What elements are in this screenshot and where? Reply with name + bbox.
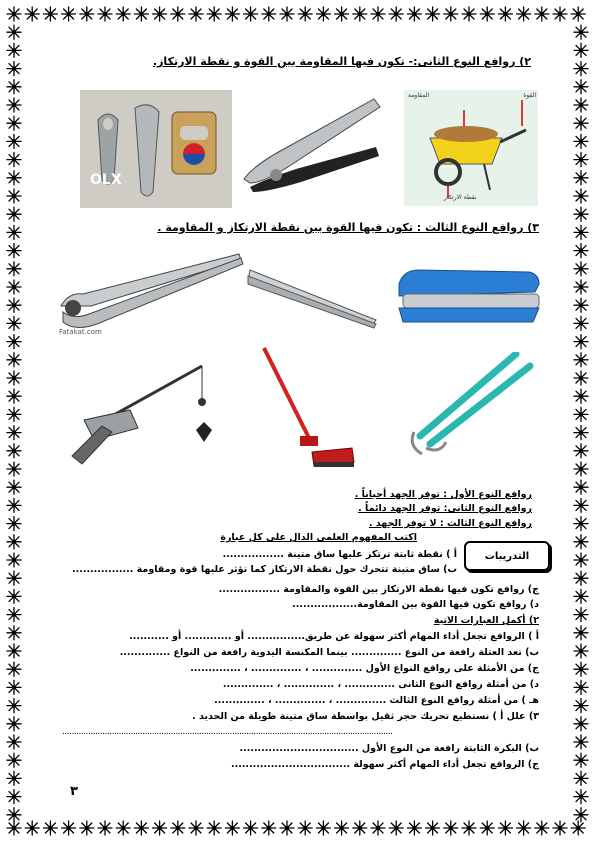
- border-flake: [353, 821, 367, 835]
- diagram-label-resistance: المقاومة: [408, 92, 430, 99]
- summary-type2: روافع النوع الثانى: توفر الجهد دائماً .: [358, 503, 532, 514]
- border-flake: [574, 790, 588, 804]
- border-flake: [574, 753, 588, 767]
- border-flake: [262, 7, 276, 21]
- border-flake: [498, 7, 512, 21]
- border-flake: [62, 821, 76, 835]
- border-flake: [7, 98, 21, 112]
- q2-item-b: ب) تعد العتلة رافعة من النوع .............. بينما المكنسة اليدوية رافعة من النواع ..............: [119, 647, 539, 658]
- border-flake: [225, 821, 239, 835]
- border-flake: [574, 735, 588, 749]
- border-flake: [25, 7, 39, 21]
- border-flake: [7, 407, 21, 421]
- q2-item-d: د) من أمثلة روافع النوع الثانى .............. ، .............. ، ..............: [222, 679, 539, 690]
- border-flake: [7, 153, 21, 167]
- border-flake: [7, 80, 21, 94]
- border-flake: [171, 821, 185, 835]
- wheelbarrow-diagram: [404, 90, 538, 206]
- border-flake: [207, 821, 221, 835]
- broom-photo: [256, 344, 356, 474]
- border-flake: [7, 298, 21, 312]
- border-flake: [574, 517, 588, 531]
- border-flake: [80, 7, 94, 21]
- border-flake: [7, 371, 21, 385]
- border-flake: [444, 7, 458, 21]
- q2-title: ٢) أكمل العبارات الاتية: [433, 615, 539, 626]
- border-flake: [517, 821, 531, 835]
- border-flake: [7, 280, 21, 294]
- border-flake: [574, 426, 588, 440]
- q2-item-e: هـ ) من أمثلة روافع النوع الثالث .............. ، .............. ، ..............: [214, 695, 539, 706]
- border-flake: [462, 821, 476, 835]
- border-flake: [574, 589, 588, 603]
- border-flake: [535, 7, 549, 21]
- border-flake: [134, 821, 148, 835]
- border-flake: [574, 444, 588, 458]
- stapler-photo: [393, 256, 543, 332]
- border-flake: [7, 608, 21, 622]
- border-flake: [7, 244, 21, 258]
- border-flake: [371, 821, 385, 835]
- border-flake: [574, 717, 588, 731]
- answer-line-1: ............................................................................................................................................: [62, 727, 393, 737]
- q3-item-c: ج) الروافع تجعل أداء المهام أكثر سهولة .................................: [231, 759, 539, 770]
- border-flake: [574, 389, 588, 403]
- border-flake: [571, 821, 585, 835]
- border-flake: [98, 7, 112, 21]
- border-flake: [498, 821, 512, 835]
- exercises-badge: [464, 541, 550, 571]
- border-flake: [7, 535, 21, 549]
- border-flake: [7, 116, 21, 130]
- border-flake: [574, 98, 588, 112]
- border-flake: [280, 7, 294, 21]
- q1-item-b: ب) ساق متينة تتحرك حول نقطة الارتكاز كما تؤثر عليها قوة ومقاومة .................: [72, 564, 457, 575]
- border-flake: [7, 189, 21, 203]
- diagram-label-fulcrum: نقطة الارتكاز: [444, 194, 477, 201]
- border-flake: [207, 7, 221, 21]
- border-flake: [574, 280, 588, 294]
- border-flake: [7, 753, 21, 767]
- border-flake: [574, 644, 588, 658]
- border-flake: [371, 7, 385, 21]
- border-flake: [7, 699, 21, 713]
- border-flake: [262, 821, 276, 835]
- border-flake: [25, 821, 39, 835]
- border-flake: [134, 7, 148, 21]
- border-flake: [7, 808, 21, 822]
- border-flake: [426, 821, 440, 835]
- border-flake: [153, 7, 167, 21]
- border-flake: [7, 662, 21, 676]
- border-flake: [574, 608, 588, 622]
- summary-type1: روافع النوع الأول : توفر الجهد أحياناً .: [354, 489, 532, 500]
- q1-item-c: ج) روافع تكون فيها نقطة الارتكاز بين القوة والمقاومة .................: [218, 584, 539, 595]
- border-flake: [316, 7, 330, 21]
- q1-title: اكتب المفهوم العلمى الدال على كل عبارة: [220, 532, 417, 543]
- q3-item-b: ب) البكرة الثابتة رافعة من النوع الأول .................................: [239, 743, 539, 754]
- border-flake: [7, 589, 21, 603]
- border-flake: [574, 680, 588, 694]
- border-flake: [389, 821, 403, 835]
- border-flake: [574, 407, 588, 421]
- border-flake: [7, 426, 21, 440]
- border-flake: [574, 62, 588, 76]
- border-flake: [7, 571, 21, 585]
- section3-heading: ٣) روافع النوع الثالث : تكون فيها القوة بين نقطة الارتكاز و المقاومة .: [157, 221, 539, 234]
- border-flake: [480, 7, 494, 21]
- border-flake: [7, 225, 21, 239]
- border-flake: [7, 262, 21, 276]
- nutcracker-photo: [236, 95, 384, 201]
- border-flake: [316, 821, 330, 835]
- border-flake: [574, 171, 588, 185]
- border-flake: [171, 7, 185, 21]
- border-flake: [7, 735, 21, 749]
- border-flake: [574, 244, 588, 258]
- border-flake: [574, 371, 588, 385]
- border-flake: [7, 553, 21, 567]
- q1-item-a: أ ) نقطة ثابتة ترتكز عليها ساق متينة .................: [222, 549, 457, 560]
- border-flake: [574, 153, 588, 167]
- border-flake: [407, 7, 421, 21]
- fatakat-watermark: Fatakat.com: [59, 328, 102, 336]
- border-flake: [335, 821, 349, 835]
- border-flake: [7, 316, 21, 330]
- border-flake: [7, 389, 21, 403]
- border-flake: [574, 771, 588, 785]
- border-flake: [353, 7, 367, 21]
- border-flake: [335, 7, 349, 21]
- border-flake: [574, 225, 588, 239]
- border-flake: [444, 821, 458, 835]
- border-flake: [98, 821, 112, 835]
- border-flake: [225, 7, 239, 21]
- border-flake: [574, 298, 588, 312]
- border-flake: [298, 821, 312, 835]
- border-flake: [574, 134, 588, 148]
- border-flake: [574, 262, 588, 276]
- border-flake: [574, 316, 588, 330]
- q2-item-c: ج) من الأمثلة على روافع النواع الأول .............. ، .............. ، ..............: [190, 663, 539, 674]
- border-flake: [7, 134, 21, 148]
- border-flake: [7, 25, 21, 39]
- border-flake: [574, 25, 588, 39]
- border-flake: [407, 821, 421, 835]
- border-flake: [480, 821, 494, 835]
- section2-heading: ٢) روافع النوع الثانى:- تكون فيها المقاومة بين القوة و نقطة الارتكاز.: [152, 55, 531, 68]
- border-flake: [574, 808, 588, 822]
- border-flake: [116, 821, 130, 835]
- border-flake: [280, 821, 294, 835]
- border-flake: [574, 571, 588, 585]
- border-flake: [7, 462, 21, 476]
- border-flake: [80, 821, 94, 835]
- border-flake: [189, 7, 203, 21]
- border-flake: [7, 771, 21, 785]
- border-flake: [574, 662, 588, 676]
- border-flake: [244, 7, 258, 21]
- border-flake: [7, 498, 21, 512]
- border-flake: [574, 480, 588, 494]
- kitchen-tongs-photo: [55, 248, 245, 342]
- border-flake: [7, 62, 21, 76]
- border-flake: [553, 821, 567, 835]
- border-flake: [7, 353, 21, 367]
- border-flake: [574, 335, 588, 349]
- border-flake: [7, 7, 21, 21]
- border-flake: [574, 43, 588, 57]
- border-flake: [43, 7, 57, 21]
- border-flake: [7, 790, 21, 804]
- border-flake: [574, 699, 588, 713]
- border-flake: [389, 7, 403, 21]
- border-flake: [553, 7, 567, 21]
- border-flake: [7, 335, 21, 349]
- border-flake: [574, 462, 588, 476]
- q2-item-a: أ ) الروافع تجعل أداء المهام أكثر سهولة عن طريق................ أو ............. أو ...........: [129, 631, 539, 642]
- border-flake: [574, 189, 588, 203]
- exercises-badge-label: التدريبات: [484, 550, 530, 562]
- border-flake: [7, 43, 21, 57]
- border-flake: [189, 821, 203, 835]
- summary-type3: روافع النوع الثالث : لا توفر الجهد .: [368, 518, 532, 529]
- bottle-openers-photo: [80, 90, 232, 208]
- border-flake: [574, 498, 588, 512]
- q3-item-a: ٣) علل أ ) نستطيع تحريك حجر ثقيل بواسطة ساق متينة طويلة من الحديد .: [192, 711, 539, 722]
- border-flake: [574, 353, 588, 367]
- border-flake: [7, 480, 21, 494]
- border-flake: [7, 517, 21, 531]
- border-flake: [62, 7, 76, 21]
- border-flake: [7, 626, 21, 640]
- tongs-photo: [400, 352, 534, 458]
- border-flake: [574, 80, 588, 94]
- border-flake: [7, 821, 21, 835]
- page-number: ٣: [70, 784, 78, 799]
- border-flake: [7, 680, 21, 694]
- q1-item-d: د) روافع تكون فيها القوة بين المقاومة..................: [292, 599, 539, 610]
- border-flake: [7, 717, 21, 731]
- border-flake: [43, 821, 57, 835]
- border-flake: [571, 7, 585, 21]
- border-flake: [7, 644, 21, 658]
- border-flake: [574, 626, 588, 640]
- border-flake: [153, 821, 167, 835]
- diagram-label-force: القوة: [523, 92, 536, 99]
- border-flake: [7, 171, 21, 185]
- fishing-rod-photo: [64, 360, 224, 472]
- border-flake: [574, 553, 588, 567]
- border-flake: [426, 7, 440, 21]
- border-flake: [535, 821, 549, 835]
- border-flake: [574, 535, 588, 549]
- border-flake: [462, 7, 476, 21]
- border-flake: [574, 116, 588, 130]
- border-flake: [298, 7, 312, 21]
- olx-watermark: OLX: [90, 172, 122, 188]
- border-flake: [7, 207, 21, 221]
- border-flake: [116, 7, 130, 21]
- border-flake: [517, 7, 531, 21]
- border-flake: [574, 207, 588, 221]
- border-flake: [7, 444, 21, 458]
- tweezers-photo: [244, 262, 380, 332]
- border-flake: [244, 821, 258, 835]
